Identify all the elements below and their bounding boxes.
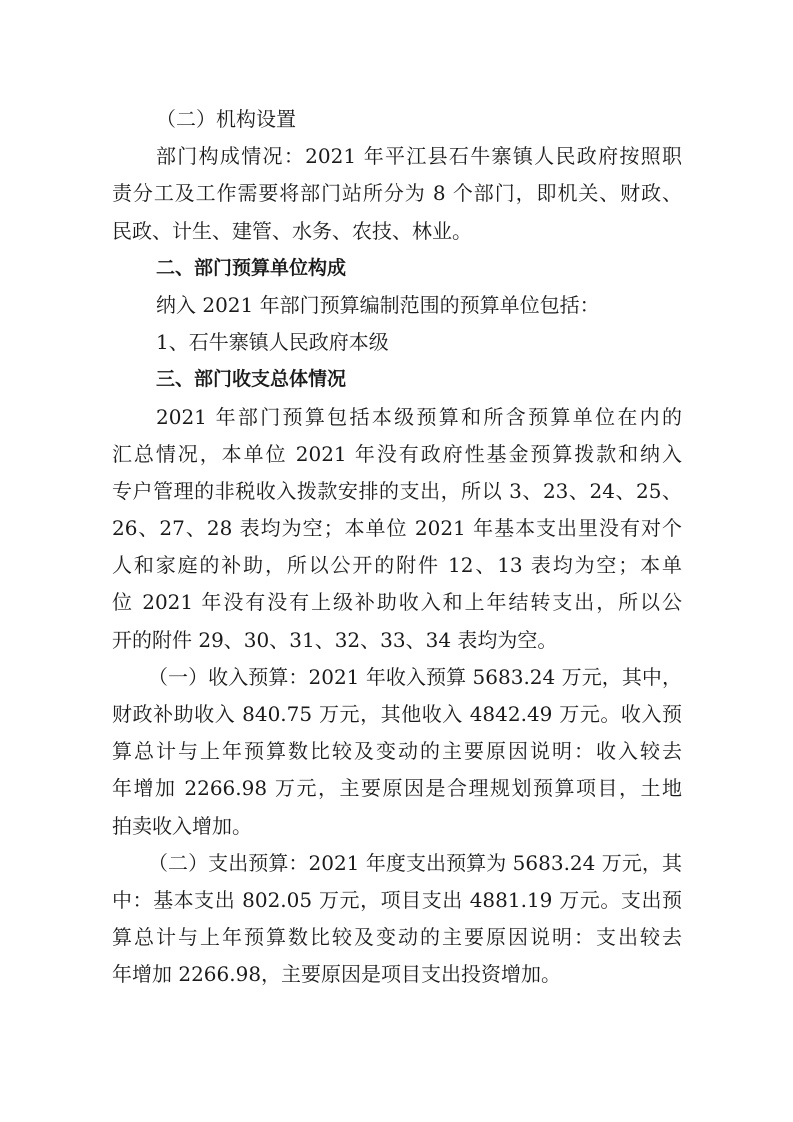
text-line: （二）支出预算：2021 年度支出预算为 5683.24 万元，其 bbox=[148, 850, 682, 875]
text-line: 位 2021 年没有没有上级补助收入和上年结转支出，所以公 bbox=[112, 590, 682, 615]
section-heading: 二、部门预算单位构成 bbox=[156, 256, 347, 279]
text-line: 汇总情况，本单位 2021 年没有政府性基金预算拨款和纳入 bbox=[112, 441, 682, 466]
text-line: 算总计与上年预算数比较及变动的主要原因说明：支出较去 bbox=[112, 925, 682, 950]
text-line: 专户管理的非税收入拨款安排的支出，所以 3、23、24、25、 bbox=[112, 478, 682, 503]
text-line: 责分工及工作需要将部门站所分为 8 个部门，即机关、财政、 bbox=[112, 181, 682, 206]
text-line: （一）收入预算：2021 年收入预算 5683.24 万元，其中， bbox=[148, 664, 682, 689]
text-line: 年增加 2266.98，主要原因是项目支出投资增加。 bbox=[112, 962, 562, 987]
text-line: 民政、计生、建管、水务、农技、林业。 bbox=[112, 218, 472, 243]
text-line: 纳入 2021 年部门预算编制范围的预算单位包括： bbox=[156, 292, 600, 317]
text-line: （二）机构设置 bbox=[156, 107, 296, 131]
text-line: 财政补助收入 840.75 万元，其他收入 4842.49 万元。收入预 bbox=[112, 702, 682, 726]
text-line: 人和家庭的补助，所以公开的附件 12、13 表均为空；本单 bbox=[112, 553, 682, 578]
text-line: 26、27、28 表均为空；本单位 2021 年基本支出里没有对个 bbox=[112, 516, 682, 541]
text-line: 拍卖收入增加。 bbox=[112, 813, 252, 838]
text-line: 1、石牛寨镇人民政府本级 bbox=[156, 330, 389, 355]
text-line: 2021 年部门预算包括本级预算和所含预算单位在内的 bbox=[156, 404, 682, 429]
section-heading: 三、部门收支总体情况 bbox=[156, 368, 347, 391]
text-line: 算总计与上年预算数比较及变动的主要原因说明：收入较去 bbox=[112, 739, 682, 764]
text-line: 年增加 2266.98 万元，主要原因是合理规划预算项目，土地 bbox=[112, 776, 682, 801]
text-line: 中：基本支出 802.05 万元，项目支出 4881.19 万元。支出预 bbox=[112, 887, 682, 912]
text-line: 开的附件 29、30、31、32、33、34 表均为空。 bbox=[112, 627, 558, 652]
text-line: 部门构成情况：2021 年平江县石牛寨镇人民政府按照职 bbox=[156, 144, 682, 169]
document-body bbox=[112, 101, 682, 994]
